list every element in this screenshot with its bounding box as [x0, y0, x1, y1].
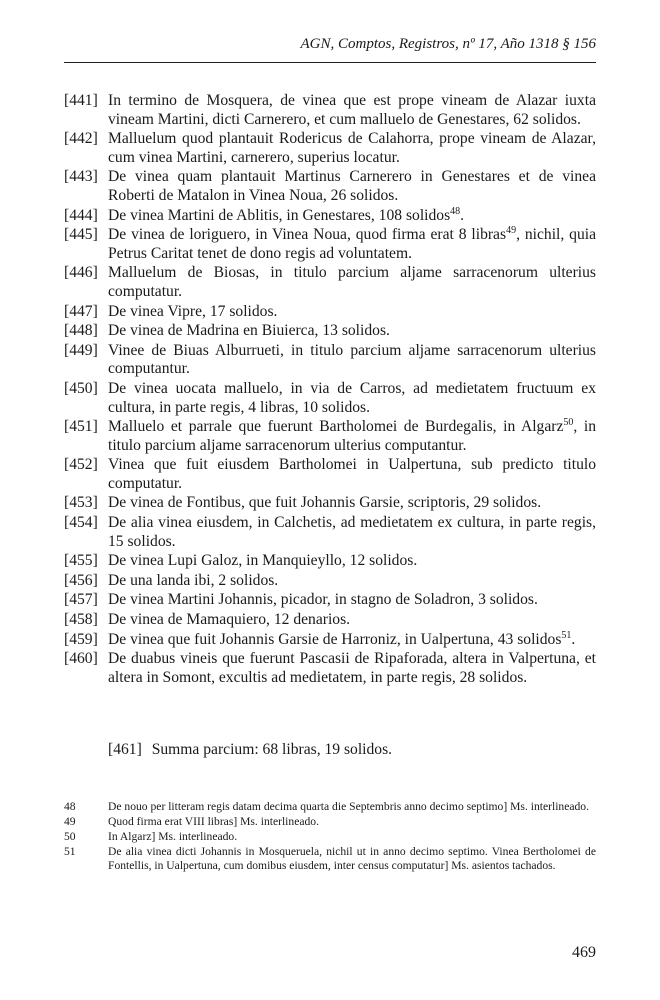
- entry-number: [460]: [64, 650, 98, 668]
- entry-number: [451]: [64, 418, 98, 436]
- entry-item: [64, 303, 596, 322]
- entry-item: [64, 322, 596, 341]
- entry-text: [108, 303, 596, 322]
- footnote-ref: 48: [450, 205, 461, 217]
- entry-text-tail: , nichil, quia Petrus Caritat tenet de dono regis ad voluntatem.: [108, 226, 596, 262]
- entry-text: [108, 342, 596, 379]
- entry-text: [108, 226, 596, 263]
- header-rule: [64, 62, 596, 63]
- entry-text-body: De vinea de Fontibus, que fuit Johannis Garsie, scriptoris, 29 solidos.: [108, 494, 542, 512]
- entry-item: [64, 168, 596, 205]
- footnotes-list: [64, 800, 596, 874]
- footnote-item: [64, 800, 596, 814]
- entries-list: [64, 92, 596, 688]
- entry-item: [64, 494, 596, 513]
- entry-text-body: Malluelum quod plantauit Rodericus de Calahorra, prope vineam de Alazar, cum vinea Martini, carnerero, superius locatur.: [108, 130, 596, 166]
- entry-text: [108, 611, 596, 630]
- entry-number: [446]: [64, 264, 98, 282]
- entry-text: [108, 207, 596, 226]
- entry-number: [447]: [64, 302, 98, 320]
- entry-item: [64, 226, 596, 263]
- footnote-number: 48: [64, 800, 76, 813]
- entry-text-body: Malluelo et parrale que fuerunt Bartholomei de Burdegalis, in Algarz: [108, 418, 564, 436]
- entry-item: [64, 572, 596, 591]
- entry-text: [108, 591, 596, 610]
- entry-item: [64, 418, 596, 455]
- entry-number: [455]: [64, 552, 98, 570]
- footnote-text: De alia vinea dicti Johannis in Mosqueruela, nichil ut in anno decimo septimo. Vinea Bertholomei de Fontellis, in Ualpertuna, cum domibus eiusdem, inter census computatur] Ms. asientos tachados.: [108, 845, 596, 872]
- entry-text: [108, 322, 596, 341]
- footnote-number: 50: [64, 830, 76, 843]
- entry-text: [108, 168, 596, 205]
- footnote-number: 49: [64, 815, 76, 828]
- footnote-number: 51: [64, 845, 76, 858]
- entry-text-tail: .: [571, 630, 576, 648]
- entry-item: [64, 92, 596, 129]
- entry-text-body: Vinee de Biuas Alburrueti, in titulo parcium aljame sarracenorum ulterius computantur.: [108, 341, 596, 378]
- entry-number: [452]: [64, 456, 98, 474]
- entry-number: [456]: [64, 571, 98, 589]
- entry-text-body: De vinea de Mamaquiero, 12 denarios.: [108, 611, 351, 629]
- entry-item: [64, 207, 596, 226]
- entry-text: [108, 514, 596, 551]
- entry-text: [108, 631, 596, 650]
- footnote-item: [64, 815, 596, 829]
- entry-number: [458]: [64, 611, 98, 629]
- entry-item: [64, 342, 596, 379]
- entry-text-tail: , in titulo parcium aljame sarracenorum ulterius computantur.: [108, 418, 596, 454]
- entry-text-body: Vinea que fuit eiusdem Bartholomei in Ualpertuna, sub predicto titulo computatur.: [108, 456, 596, 492]
- entry-number: [453]: [64, 494, 98, 512]
- footnote-item: [64, 845, 596, 873]
- footnote-ref: 49: [506, 224, 517, 236]
- entry-text-body: De vinea Vipre, 17 solidos.: [108, 302, 278, 320]
- entry-text-body: De vinea Martini Johannis, picador, in stagno de Soladron, 3 solidos.: [108, 591, 538, 609]
- entry-text: [108, 456, 596, 493]
- entry-text-body: Malluelum de Biosas, in titulo parcium aljame sarracenorum ulterius computatur.: [108, 264, 596, 300]
- entry-number: [459]: [64, 630, 98, 648]
- entry-text-body: De vinea Martini de Ablitis, in Genestares, 108 solidos: [108, 206, 451, 224]
- entry-text: [108, 650, 596, 687]
- entry-item: [64, 650, 596, 687]
- entry-item: [64, 631, 596, 650]
- entry-text-body: De vinea quam plantauit Martinus Carnerero in Genestares et de vinea Roberti de Matalon in Vinea Noua, 26 solidos.: [108, 168, 596, 204]
- summary-entry: [108, 741, 392, 759]
- entry-text-body: De alia vinea eiusdem, in Calchetis, ad medietatem ex cultura, in parte regis, 15 solidos.: [108, 514, 596, 550]
- entry-number: [442]: [64, 130, 98, 148]
- entry-item: [64, 591, 596, 610]
- footnote-text: De nouo per litteram regis datam decima quarta die Septembris anno decimo septimo] Ms. interlineado.: [108, 800, 589, 813]
- entry-text-body: De vinea uocata malluelo, in via de Carros, ad medietatem fructuum ex cultura, in parte regis, 4 libras, 10 solidos.: [108, 379, 596, 416]
- entry-item: [64, 552, 596, 571]
- entry-text-body: De vinea Lupi Galoz, in Manquieyllo, 12 solidos.: [108, 552, 418, 570]
- entry-text-body: De vinea de Madrina en Biuierca, 13 solidos.: [108, 322, 390, 340]
- entry-text: [108, 552, 596, 571]
- entry-item: [64, 380, 596, 417]
- page-number: 469: [572, 944, 596, 961]
- entry-number: [441]: [64, 92, 98, 109]
- entry-number: [443]: [64, 168, 98, 186]
- entry-number: [445]: [64, 226, 98, 244]
- entry-text-body: De duabus vineis que fuerunt Pascasii de Ripaforada, altera in Valpertuna, et altera in Somont, excultis ad medietatem, in parte regis, 28 solidos.: [108, 650, 596, 686]
- entry-text: [108, 418, 596, 455]
- entry-text-body: De una landa ibi, 2 solidos.: [108, 571, 279, 589]
- footnote-text: In Algarz] Ms. interlineado.: [108, 830, 238, 843]
- entry-text: [108, 572, 596, 591]
- footnote-ref: 51: [561, 629, 572, 641]
- entry-text-body: In termino de Mosquera, de vinea que est prope vineam de Alazar iuxta vineam Martini, dicti Carnerero, et cum malluelo de Genestares, 62 solidos.: [108, 92, 596, 128]
- entry-text: [108, 494, 596, 513]
- entry-number: [444]: [64, 206, 98, 224]
- footnote-text: Quod firma erat VIII libras] Ms. interlineado.: [108, 815, 319, 828]
- entry-text: [108, 264, 596, 301]
- summary-text: Summa parcium: 68 libras, 19 solidos.: [151, 741, 393, 758]
- entry-item: [64, 264, 596, 301]
- entry-number: [448]: [64, 322, 98, 340]
- entry-text-body: De vinea que fuit Johannis Garsie de Harroniz, in Ualpertuna, 43 solidos: [108, 630, 562, 648]
- entry-text-body: De vinea de loriguero, in Vinea Noua, quod firma erat 8 libras: [108, 226, 507, 244]
- footnote-ref: 50: [563, 416, 574, 428]
- summary-number: [461]: [108, 741, 142, 758]
- entry-text: [108, 92, 596, 129]
- entry-text-tail: .: [460, 206, 465, 224]
- entry-number: [449]: [64, 341, 98, 359]
- entry-number: [457]: [64, 591, 98, 609]
- footnote-item: [64, 830, 596, 844]
- entry-text: [108, 130, 596, 167]
- entry-item: [64, 514, 596, 551]
- entry-text: [108, 380, 596, 417]
- entry-number: [454]: [64, 514, 98, 532]
- entry-number: [450]: [64, 379, 98, 397]
- entry-item: [64, 611, 596, 630]
- running-header: AGN, Comptos, Registros, nº 17, Año 1318 § 156: [300, 36, 596, 52]
- entry-item: [64, 456, 596, 493]
- entry-item: [64, 130, 596, 167]
